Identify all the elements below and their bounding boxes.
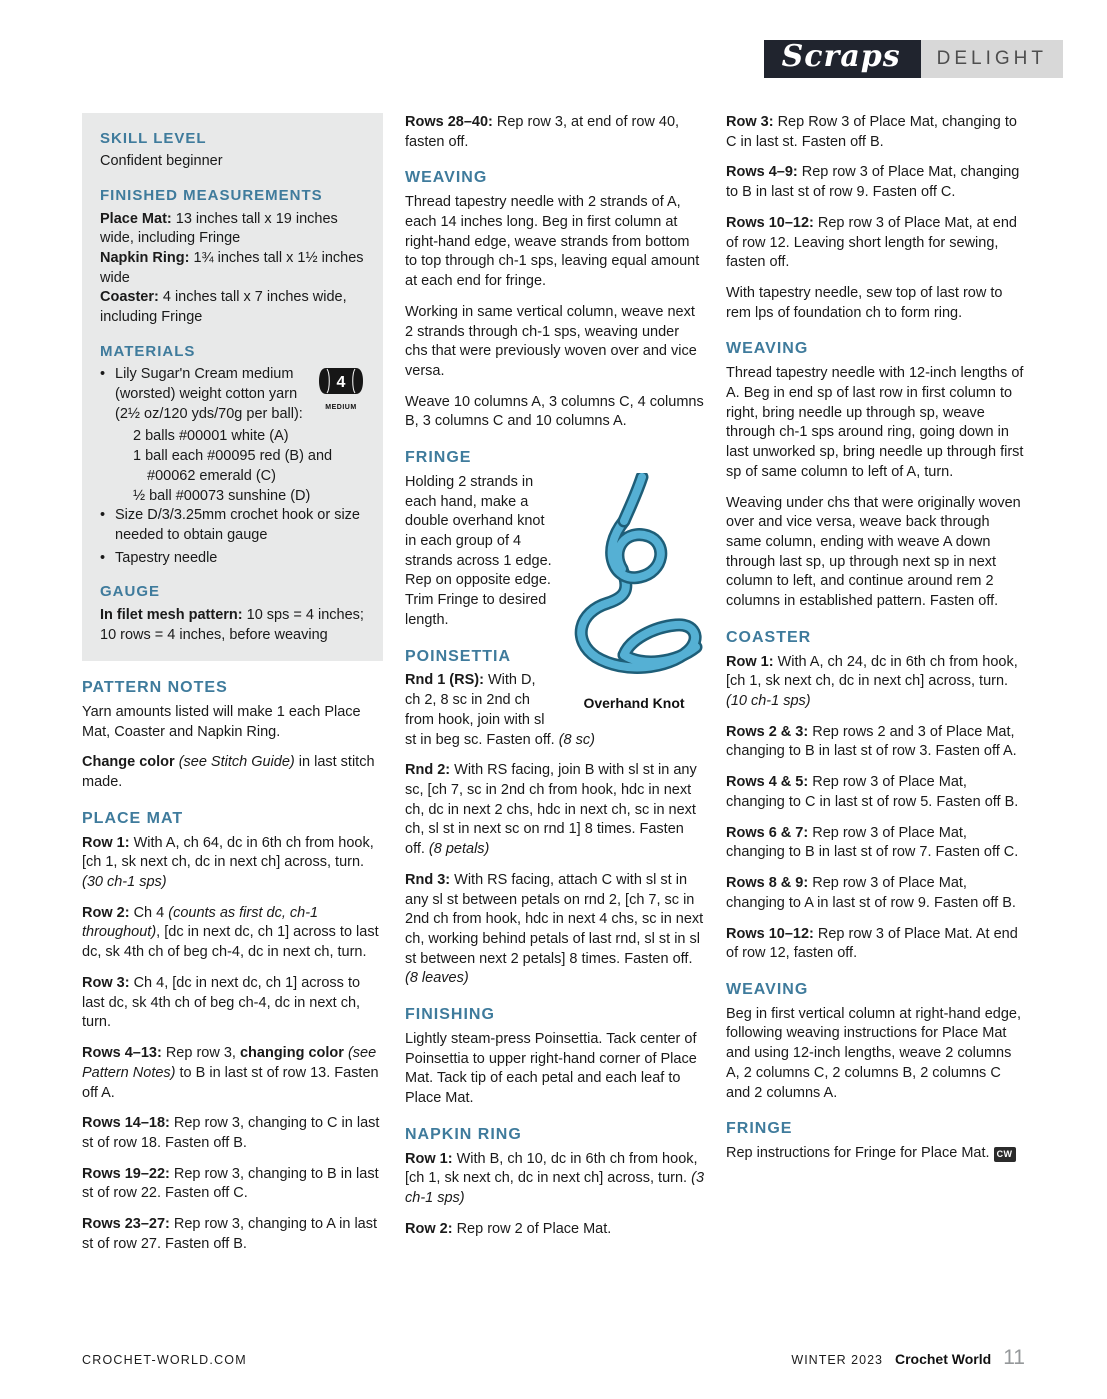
text-segment: 13 inches tall x 19 inches wide, including Fringe bbox=[100, 210, 338, 247]
bullet-text bbox=[115, 506, 365, 545]
text-segment: 1¾ inches tall x 1½ inches wide bbox=[100, 249, 364, 286]
text-segment: to B in last st of row 13. Fasten off A. bbox=[82, 1064, 379, 1101]
text-segment: (see Pattern Notes) bbox=[82, 1045, 377, 1081]
paragraph bbox=[100, 606, 365, 645]
section-heading: COASTER bbox=[726, 628, 812, 646]
text-segment: With RS facing, join B with sl st in any sc, [ch 7, sc in 2nd ch from hook, hdc in next ch, dc in next 2 chs, hdc in next ch, sc in next ch, sl st in next sc on rnd 1] 8 times. Fasten off. bbox=[405, 762, 697, 858]
paragraph bbox=[100, 152, 365, 172]
text-segment: , [dc in next dc, ch 1] across to last dc, sk 4th ch of beg ch-4, dc in next ch, turn. bbox=[82, 924, 379, 961]
text-segment: 2 balls #00001 white (A) bbox=[133, 428, 289, 445]
scraps-logo-text: Scraps bbox=[781, 38, 901, 74]
text-segment: (8 petals) bbox=[428, 841, 490, 858]
paragraph bbox=[405, 1150, 704, 1209]
text-segment: Rep row 3, changing to A in last st of row 27. Fasten off B. bbox=[82, 1216, 378, 1252]
text-segment: (see Stitch Guide) bbox=[178, 754, 295, 771]
text-segment: Rows 14–18: bbox=[82, 1115, 174, 1132]
figure-caption: Overhand Knot bbox=[583, 694, 685, 711]
text-segment: Rep row 2 of Place Mat. bbox=[456, 1220, 612, 1237]
text-segment: Rep instructions for Fringe for Place Mat. bbox=[726, 1145, 994, 1162]
left-column-body bbox=[82, 677, 383, 1254]
section-heading: FINISHED MEASUREMENTS bbox=[100, 187, 323, 205]
text-segment: Row 3: bbox=[82, 974, 134, 991]
text-segment: (10 ch-1 sps) bbox=[726, 693, 811, 710]
text-segment: ½ ball #00073 sunshine (D) bbox=[133, 487, 311, 504]
text-segment: Rnd 2: bbox=[405, 762, 455, 779]
paragraph bbox=[82, 703, 383, 742]
bullet-dot: • bbox=[100, 549, 106, 566]
text-segment: Thread tapestry needle with 12-inch lengths of A. Beg in end sp of last row in first column to right, bring needle up through sp, weave through ch-1 sps around ring, going down in last unworked sp, bring needle up through first sp of same column to left of A, turn. bbox=[726, 365, 1024, 480]
paragraph bbox=[405, 871, 704, 989]
bullet-text bbox=[115, 365, 365, 424]
column-middle bbox=[405, 113, 704, 1266]
text-segment: With D, ch 2, 8 sc in 2nd ch from hook, join with sl st in beg sc. Fasten off. bbox=[405, 672, 559, 748]
section-heading: FRINGE bbox=[726, 1120, 793, 1138]
footer-issue-season: WINTER 2023 bbox=[791, 1353, 883, 1367]
text-segment: (8 leaves) bbox=[405, 970, 469, 987]
section-heading: GAUGE bbox=[100, 583, 161, 601]
section-heading: WEAVING bbox=[726, 340, 809, 358]
article-brand-logo bbox=[764, 40, 1063, 78]
paragraph bbox=[82, 904, 383, 963]
text-segment: Rep row 3, changing to B in last st of row 22. Fasten off C. bbox=[82, 1165, 379, 1202]
text-segment: Rep row 3 of Place Mat, changing to B in last st of row 9. Fasten off C. bbox=[726, 164, 1020, 201]
text-segment: Rows 6 & 7: bbox=[726, 824, 813, 841]
text-segment: Coaster: bbox=[100, 289, 163, 306]
text-segment: Rep rows 2 and 3 of Place Mat, changing to B in last st of row 3. Fasten off A. bbox=[726, 723, 1017, 760]
paragraph bbox=[82, 834, 383, 893]
paragraph bbox=[726, 653, 1025, 712]
text-segment: Ch 4, [dc in next dc, ch 1] across to last dc, sk 4th ch of beg ch-4, dc in next ch, turn. bbox=[82, 974, 361, 1031]
text-segment: Rep row 3 of Place Mat, changing to A in last st of row 9. Fasten off B. bbox=[726, 875, 1016, 911]
text-segment: Working in same vertical column, weave next 2 strands through ch-1 sps, weaving under chs that were previously woven over and vice versa. bbox=[405, 303, 697, 379]
text-segment: 1 ball each #00095 red (B) and bbox=[133, 448, 333, 465]
text-segment: Lily Sugar'n Cream medium (worsted) weight cotton yarn (2½ oz/120 yds/70g per ball): bbox=[115, 366, 303, 422]
yarn-weight-badge bbox=[317, 367, 365, 412]
text-segment: Weave 10 columns A, 3 columns C, 4 columns B, 3 columns C and 10 columns A. bbox=[405, 393, 704, 430]
paragraph bbox=[100, 288, 365, 327]
paragraph bbox=[726, 723, 1025, 762]
overhand-knot-illustration bbox=[564, 473, 704, 683]
text-segment: Rep row 3, changing to C in last st of row 18. Fasten off B. bbox=[82, 1115, 380, 1151]
text-segment: Weaving under chs that were originally woven over and vice versa, weave back through same column, ending with weave A down through last sp, up through next sp in next column to left, and continue around rem 2 columns in established pattern. Fasten off. bbox=[726, 494, 1021, 610]
bullet-dot: • bbox=[100, 366, 106, 383]
right-column-body bbox=[726, 113, 1025, 1164]
footer-right-group bbox=[791, 1344, 1025, 1373]
text-segment: Rows 8 & 9: bbox=[726, 875, 813, 892]
section-heading: MATERIALS bbox=[100, 342, 196, 360]
bullet-text bbox=[115, 549, 365, 569]
text-segment: 10 sps = 4 inches; 10 rows = 4 inches, before weaving bbox=[100, 606, 364, 643]
paragraph bbox=[726, 874, 1025, 913]
text-segment: #00062 emerald (C) bbox=[147, 467, 276, 484]
text-segment: With tapestry needle, sew top of last row to rem lps of foundation ch to form ring. bbox=[726, 285, 1003, 321]
text-segment: Thread tapestry needle with 2 strands of A, each 14 inches long. Beg in first column at right-hand edge, weave strands from bottom to top through ch-1 sps, leaving equal amount at each end for fringe. bbox=[405, 194, 700, 290]
paragraph bbox=[82, 1215, 383, 1254]
text-segment: Rows 4–9: bbox=[726, 164, 802, 181]
text-segment: Confident beginner bbox=[100, 153, 223, 170]
indented-line bbox=[100, 447, 365, 467]
text-segment: Change color bbox=[82, 754, 179, 771]
text-segment: Tapestry needle bbox=[115, 549, 218, 566]
text-segment: Rows 4 & 5: bbox=[726, 774, 813, 791]
text-segment: Rows 23–27: bbox=[82, 1216, 174, 1233]
overhand-knot-figure bbox=[564, 473, 704, 713]
text-segment: Size D/3/3.25mm crochet hook or size needed to obtain gauge bbox=[115, 507, 360, 543]
section-heading: FINISHING bbox=[405, 1006, 495, 1024]
text-segment: Rep row 3, bbox=[165, 1045, 240, 1062]
pattern-info-box bbox=[82, 113, 383, 661]
text-segment: (counts as first dc, ch-1 throughout) bbox=[82, 904, 319, 941]
paragraph bbox=[726, 494, 1025, 612]
text-segment: Rep row 3 of Place Mat. At end of row 12, fasten off. bbox=[726, 925, 1018, 962]
footer-website: CROCHET-WORLD.COM bbox=[82, 1353, 247, 1367]
bullet-dot: • bbox=[100, 507, 106, 524]
indented-line bbox=[100, 487, 365, 507]
text-segment: Beg in first vertical column at right-hand edge, following weaving instructions for Place Mat and using 12-inch lengths, weave 2 columns A, 2 columns C, 2 columns B, 2 columns C and 2 columns A. bbox=[726, 1005, 1021, 1101]
paragraph bbox=[82, 753, 383, 792]
text-segment: Row 1: bbox=[405, 1150, 457, 1167]
indented-line bbox=[100, 427, 365, 447]
paragraph bbox=[405, 1220, 704, 1240]
paragraph bbox=[82, 1165, 383, 1204]
text-segment: Rnd 1 (RS): bbox=[405, 672, 488, 689]
text-segment: Rows 4–13: bbox=[82, 1045, 166, 1062]
text-segment: Place Mat: bbox=[100, 210, 176, 227]
paragraph bbox=[726, 773, 1025, 812]
paragraph bbox=[100, 249, 365, 288]
text-segment: Holding 2 strands in each hand, make a double overhand knot in each group of 4 strands across 1 edge. Rep on opposite edge. Trim Fringe to desired length. bbox=[405, 473, 552, 628]
paragraph bbox=[405, 761, 704, 860]
column-right bbox=[726, 113, 1025, 1266]
text-segment: Rep row 3 of Place Mat, changing to B in last st of row 7. Fasten off C. bbox=[726, 824, 1019, 861]
footer-magazine-name: Crochet World bbox=[894, 1351, 992, 1367]
section-heading: POINSETTIA bbox=[405, 647, 512, 665]
bullet-item bbox=[100, 506, 365, 545]
text-segment: (8 sc) bbox=[558, 731, 595, 748]
paragraph bbox=[726, 113, 1025, 152]
paragraph bbox=[82, 1044, 383, 1103]
paragraph bbox=[726, 1005, 1025, 1104]
delight-label-box bbox=[921, 40, 1063, 78]
text-segment: Rep Row 3 of Place Mat, changing to C in last st. Fasten off B. bbox=[726, 114, 1017, 150]
text-segment: With A, ch 24, dc in 6th ch from hook, [ch 1, sk next ch, dc in next ch] across, turn. bbox=[726, 653, 1018, 690]
paragraph bbox=[726, 284, 1025, 323]
text-segment: Rep row 3, at end of row 40, fasten off. bbox=[405, 114, 680, 150]
scraps-logo-box bbox=[764, 40, 921, 78]
paragraph bbox=[726, 364, 1025, 482]
text-segment: With RS facing, attach C with sl st in any sl st between petals on rnd 2, [ch 7, sc in 2nd ch from hook, hdc in next 4 chs, sc in next ch, working behind petals of last rnd, sl st in sl st between next 2 petals] 8 times. Fasten off. bbox=[405, 871, 704, 967]
paragraph bbox=[405, 193, 704, 292]
text-segment: (3 ch-1 sps) bbox=[405, 1170, 705, 1206]
text-segment: Lightly steam-press Poinsettia. Tack center of Poinsettia to upper right-hand corner of Place Mat. Tack tip of each petal and each leaf to Place Mat. bbox=[405, 1030, 697, 1107]
text-segment: Row 2: bbox=[82, 904, 134, 921]
text-segment: Rows 19–22: bbox=[82, 1165, 174, 1182]
text-segment: Row 1: bbox=[82, 834, 134, 851]
end-of-article-marker: CW bbox=[994, 1147, 1016, 1162]
article-columns bbox=[82, 113, 1025, 1266]
paragraph bbox=[405, 1030, 704, 1109]
text-segment: changing color bbox=[239, 1045, 348, 1062]
text-segment: Rows 2 & 3: bbox=[726, 723, 813, 740]
section-heading: NAPKIN RING bbox=[405, 1125, 522, 1143]
section-heading: FRINGE bbox=[405, 449, 472, 467]
section-heading: PLACE MAT bbox=[82, 809, 184, 827]
paragraph bbox=[726, 214, 1025, 273]
text-segment: Rows 10–12: bbox=[726, 925, 818, 942]
text-segment: Row 3: bbox=[726, 114, 778, 130]
paragraph bbox=[405, 393, 704, 432]
text-segment: Rep row 3 of Place Mat, at end of row 12. Leaving short length for sewing, fasten off. bbox=[726, 214, 1017, 271]
paragraph bbox=[100, 210, 365, 249]
column-left bbox=[82, 113, 383, 1266]
text-segment: Yarn amounts listed will make 1 each Place Mat, Coaster and Napkin Ring. bbox=[82, 703, 361, 740]
yarn-weight-label: MEDIUM bbox=[325, 403, 357, 411]
text-segment: 4 inches tall x 7 inches wide, including Fringe bbox=[100, 289, 347, 326]
section-heading: WEAVING bbox=[726, 980, 809, 998]
indented-line bbox=[100, 467, 365, 487]
text-segment: Ch 4 bbox=[133, 904, 169, 921]
middle-column-body bbox=[405, 113, 704, 1239]
text-segment: Rnd 3: bbox=[405, 871, 455, 888]
text-segment: Napkin Ring: bbox=[100, 249, 194, 266]
bullet-item bbox=[100, 549, 365, 569]
paragraph bbox=[726, 1144, 1025, 1164]
delight-label-text: DELIGHT bbox=[936, 48, 1047, 70]
paragraph bbox=[726, 163, 1025, 202]
text-segment: Rep row 3 of Place Mat, changing to C in last st of row 5. Fasten off B. bbox=[726, 774, 1019, 810]
yarn-skein-icon bbox=[318, 367, 364, 395]
text-segment: With B, ch 10, dc in 6th ch from hook, [ch 1, sk next ch, dc in next ch] across, turn. bbox=[405, 1150, 698, 1187]
text-segment: With A, ch 64, dc in 6th ch from hook, [ch 1, sk next ch, dc in next ch] across, turn. bbox=[82, 834, 374, 871]
page-number: 11 bbox=[1003, 1346, 1025, 1369]
text-segment: Rows 28–40: bbox=[405, 114, 497, 130]
paragraph bbox=[82, 974, 383, 1033]
text-segment: Row 1: bbox=[726, 653, 778, 670]
paragraph bbox=[726, 925, 1025, 964]
text-segment: in last stitch made. bbox=[82, 754, 375, 791]
paragraph bbox=[405, 303, 704, 382]
text-segment: Row 2: bbox=[405, 1220, 457, 1237]
yarn-weight-number: 4 bbox=[336, 374, 346, 392]
section-heading: SKILL LEVEL bbox=[100, 130, 207, 147]
paragraph bbox=[82, 1114, 383, 1153]
paragraph bbox=[405, 113, 704, 152]
text-segment: Rows 10–12: bbox=[726, 214, 818, 231]
text-segment: (30 ch-1 sps) bbox=[82, 874, 167, 891]
bullet-item bbox=[100, 365, 365, 424]
text-segment: In filet mesh pattern: bbox=[100, 606, 247, 623]
paragraph bbox=[726, 824, 1025, 863]
page-footer bbox=[82, 1344, 1025, 1373]
section-heading: PATTERN NOTES bbox=[82, 679, 228, 697]
section-heading: WEAVING bbox=[405, 169, 488, 187]
